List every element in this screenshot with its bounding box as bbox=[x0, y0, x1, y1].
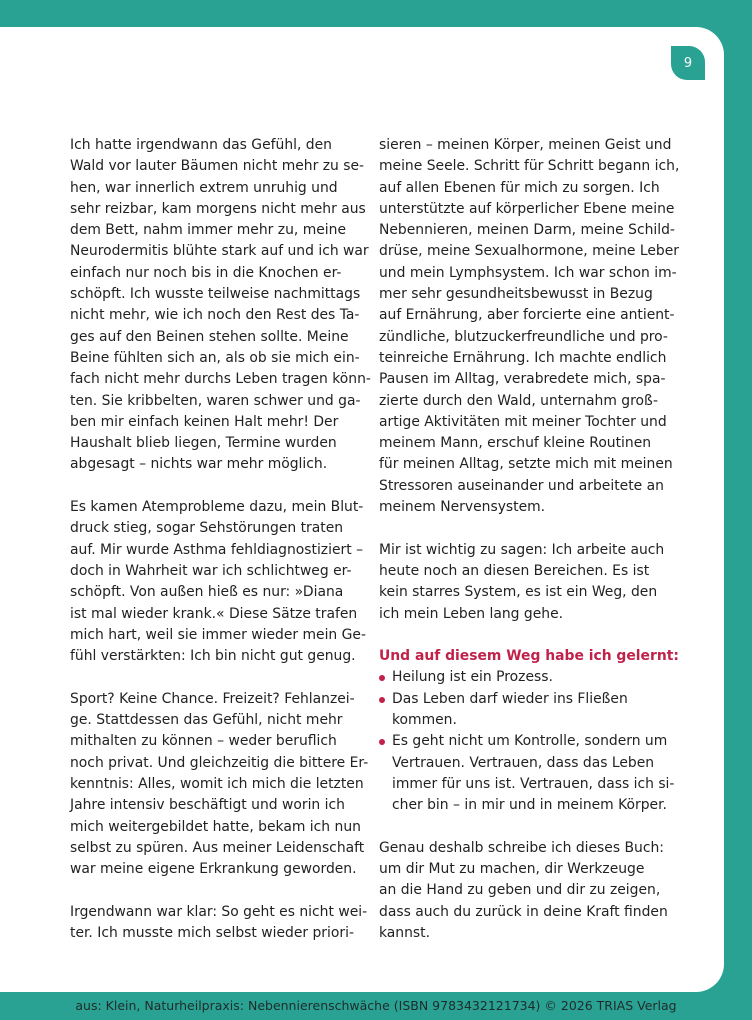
text-line: Es kamen Atemprobleme dazu, mein Blut- bbox=[70, 499, 364, 516]
text-line: mer sehr gesundheitsbewusst in Bezug bbox=[379, 286, 653, 303]
text-line: ist mal wieder krank.« Diese Sätze trafen bbox=[70, 605, 358, 622]
text-line: Ich hatte irgendwann das Gefühl, den bbox=[70, 137, 332, 153]
text-line: war meine eigene Erkrankung geworden. bbox=[70, 861, 357, 878]
text-line: mithalten zu können – weder beruflich bbox=[70, 733, 337, 750]
text-line: druck stieg, sogar Sehstörungen traten bbox=[70, 520, 344, 537]
text-line: teinreiche Ernährung. Ich machte endlich bbox=[379, 349, 667, 366]
paragraph bbox=[70, 497, 375, 667]
text-line: auf. Mir wurde Asthma fehldiagnostiziert – bbox=[70, 541, 364, 558]
text-line: kein starres System, es ist ein Weg, den bbox=[379, 584, 658, 601]
text-line: für meinen Alltag, setzte mich mit meinen bbox=[379, 456, 673, 473]
text-line: Nebennieren, meinen Darm, meine Schild- bbox=[379, 222, 675, 239]
text-line: Heilung ist ein Prozess. bbox=[392, 669, 553, 686]
bullet-icon bbox=[379, 675, 385, 681]
closing-paragraph bbox=[379, 838, 684, 944]
text-line: dem Bett, nahm immer mehr zu, meine bbox=[70, 222, 346, 239]
page-number: 9 bbox=[671, 46, 705, 80]
text-line: ges auf den Beinen stehen sollte. Meine bbox=[70, 328, 349, 345]
lesson-subheading: Und auf diesem Weg habe ich gelernt: bbox=[379, 648, 679, 665]
paragraph bbox=[70, 902, 375, 945]
text-line: doch in Wahrheit war ich schlichtweg er- bbox=[70, 562, 352, 579]
text-line: ten. Sie kribbelten, waren schwer und ga- bbox=[70, 392, 361, 409]
text-line: abgesagt – nichts war mehr möglich. bbox=[70, 456, 328, 473]
text-line: Irgendwann war klar: So geht es nicht wei- bbox=[70, 903, 368, 920]
text-line: Sport? Keine Chance. Freizeit? Fehlanzei- bbox=[70, 690, 355, 707]
text-line: drüse, meine Sexualhormone, meine Leber bbox=[379, 243, 679, 260]
text-line: Stressoren auseinander und arbeitete an bbox=[379, 477, 664, 494]
right-paragraphs bbox=[379, 135, 684, 625]
text-line: hen, war innerlich extrem unruhig und bbox=[70, 179, 338, 196]
text-line: kenntnis: Alles, womit ich mich die letzten bbox=[70, 775, 364, 792]
text-line: fühl verstärkten: Ich bin nicht gut genug. bbox=[70, 648, 356, 665]
text-line: meine Seele. Schritt für Schritt begann ich, bbox=[379, 158, 680, 175]
text-line: Wald vor lauter Bäumen nicht mehr zu se- bbox=[70, 158, 365, 175]
text-line: Haushalt blieb liegen, Termine wurden bbox=[70, 435, 337, 452]
paragraph bbox=[379, 540, 684, 625]
paragraph bbox=[379, 135, 684, 518]
text-line: meinem Nervensystem. bbox=[379, 499, 546, 516]
text-line: nicht mehr, wie ich noch den Rest des Ta- bbox=[70, 307, 360, 324]
text-line: ge. Stattdessen das Gefühl, nicht mehr bbox=[70, 712, 343, 729]
text-line: unterstützte auf körperlicher Ebene meine bbox=[379, 200, 675, 217]
text-line: auf allen Ebenen für mich zu sorgen. Ich bbox=[379, 179, 660, 196]
text-line: ter. Ich musste mich selbst wieder priori- bbox=[70, 924, 354, 941]
text-line: immer für uns ist. Vertrauen, dass ich si- bbox=[392, 775, 675, 792]
list-item bbox=[379, 667, 684, 688]
text-line: sehr reizbar, kam morgens nicht mehr aus bbox=[70, 200, 366, 217]
text-line: auf Ernährung, aber forcierte eine antient- bbox=[379, 307, 675, 324]
text-line: Neurodermitis blühte stark auf und ich war bbox=[70, 243, 369, 260]
text-line: einfach nur noch bis in die Knochen er- bbox=[70, 264, 342, 281]
text-line: an die Hand zu geben und dir zu zeigen, bbox=[379, 882, 661, 899]
text-line: mich weitergebildet hatte, bekam ich nun bbox=[70, 818, 361, 835]
bullet-icon bbox=[379, 739, 385, 745]
list-item bbox=[379, 731, 684, 816]
text-line: kommen. bbox=[392, 712, 457, 729]
text-line: zündliche, blutzuckerfreundliche und pro- bbox=[379, 328, 668, 345]
lesson-list bbox=[379, 667, 684, 816]
source-footer: aus: Klein, Naturheilpraxis: Nebennierenschwäche (ISBN 9783432121734) © 2026 TRIAS Verlag bbox=[75, 998, 677, 1013]
text-line: Genau deshalb schreibe ich dieses Buch: bbox=[379, 839, 664, 856]
text-line: noch privat. Und gleichzeitig die bittere Er- bbox=[70, 754, 369, 771]
text-line: kannst. bbox=[379, 924, 431, 941]
text-line: Jahre intensiv beschäftigt und worin ich bbox=[70, 797, 345, 814]
text-line: Pausen im Alltag, verabredete mich, spa- bbox=[379, 371, 666, 388]
text-line: artige Aktivitäten mit meiner Tochter und bbox=[379, 413, 667, 430]
text-line: ben mir einfach keinen Halt mehr! Der bbox=[70, 413, 339, 430]
text-line: um dir Mut zu machen, dir Werkzeuge bbox=[379, 861, 645, 878]
text-line: mich hart, weil sie immer wieder mein Ge- bbox=[70, 626, 366, 643]
text-line: Vertrauen. Vertrauen, dass das Leben bbox=[392, 754, 655, 771]
bullet-icon bbox=[379, 697, 385, 703]
text-line: zierte durch den Wald, unternahm groß- bbox=[379, 392, 659, 409]
text-line: fach nicht mehr durchs Leben tragen könn- bbox=[70, 371, 371, 388]
text-line: cher bin – in mir und in meinem Körper. bbox=[392, 797, 667, 814]
lesson-block bbox=[379, 646, 684, 667]
right-column bbox=[379, 135, 684, 966]
text-line: sieren – meinen Körper, meinen Geist und bbox=[379, 137, 672, 153]
text-line: selbst zu spüren. Aus meiner Leidenschaft bbox=[70, 839, 365, 856]
text-line: Beine fühlten sich an, als ob sie mich ein- bbox=[70, 349, 360, 366]
text-line: und mein Lymphsystem. Ich war schon im- bbox=[379, 264, 677, 281]
text-line: dass auch du zurück in deine Kraft finden bbox=[379, 903, 668, 920]
left-column bbox=[70, 135, 375, 966]
text-line: ich mein Leben lang gehe. bbox=[379, 605, 564, 622]
paragraph bbox=[70, 135, 375, 476]
text-line: meinem Mann, erschuf kleine Routinen bbox=[379, 435, 652, 452]
text-line: heute noch an diesen Bereichen. Es ist bbox=[379, 562, 650, 579]
text-line: schöpft. Ich wusste teilweise nachmittags bbox=[70, 286, 361, 303]
paragraph bbox=[70, 689, 375, 881]
text-line: Es geht nicht um Kontrolle, sondern um bbox=[392, 733, 668, 750]
text-line: Mir ist wichtig zu sagen: Ich arbeite auch bbox=[379, 541, 665, 558]
page bbox=[0, 27, 724, 992]
text-line: Das Leben darf wieder ins Fließen bbox=[392, 690, 628, 707]
text-line: schöpft. Von außen hieß es nur: »Diana bbox=[70, 584, 344, 601]
list-item bbox=[379, 689, 684, 732]
